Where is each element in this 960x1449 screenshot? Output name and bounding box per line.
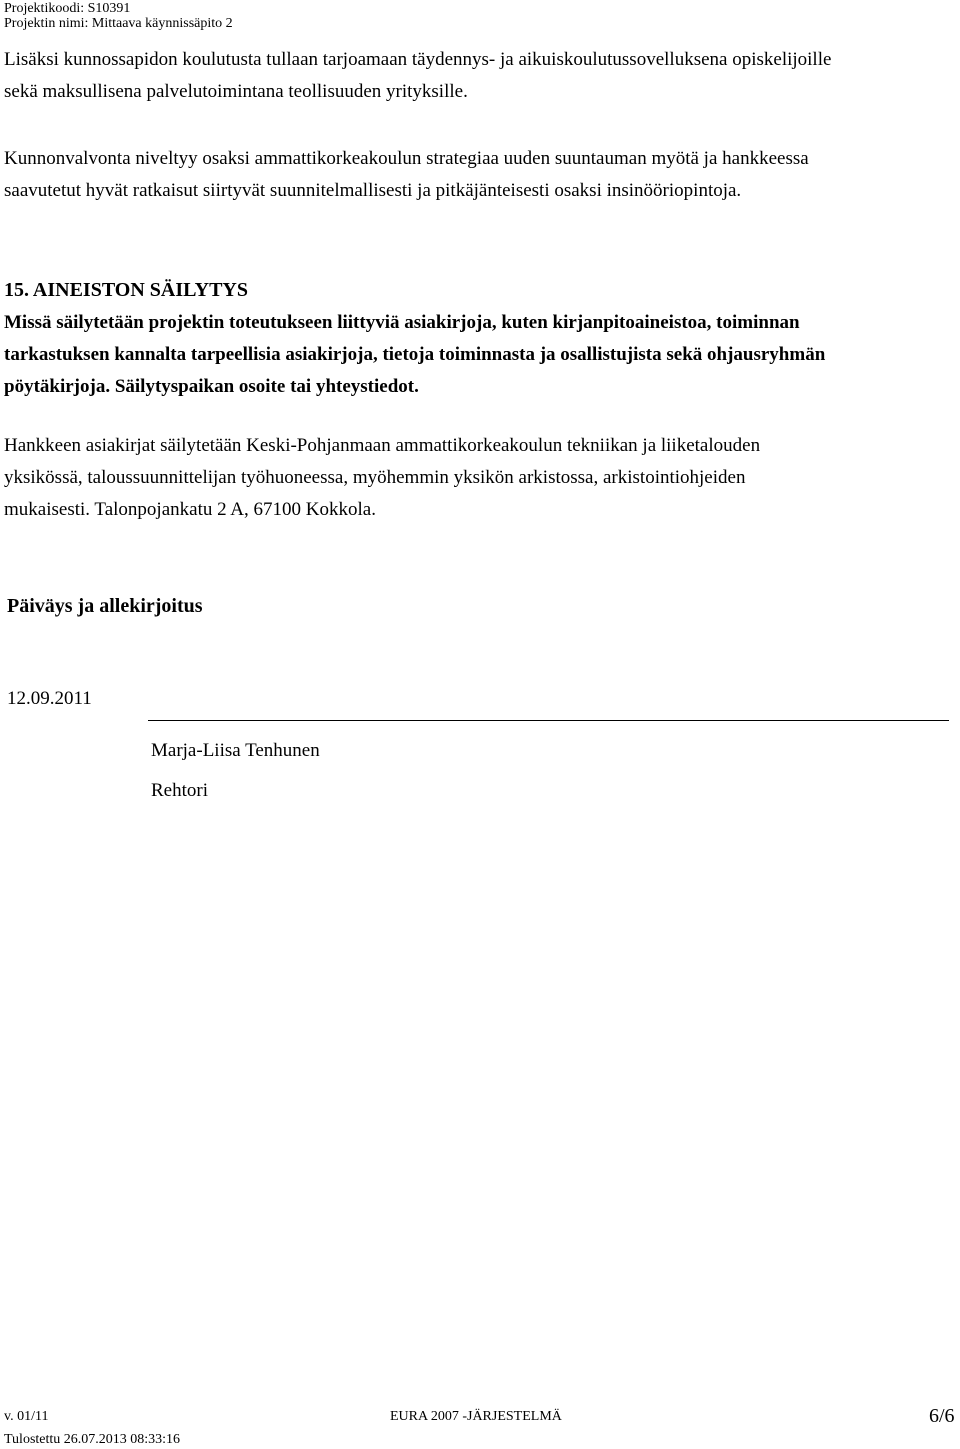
section-heading: 15. AINEISTON SÄILYTYS	[4, 279, 248, 301]
project-name: Projektin nimi: Mittaava käynnissäpito 2	[4, 16, 233, 31]
section-question	[4, 307, 956, 403]
answer-line: yksikössä, taloussuunnittelijan työhuoneessa, myöhemmin yksikön arkistossa, arkistointiohjeiden	[4, 467, 746, 488]
section-answer	[4, 430, 956, 526]
signature-line	[148, 720, 949, 721]
question-line: Missä säilytetään projektin toteutukseen liittyviä asiakirjoja, kuten kirjanpitoaineistoa, toiminnan	[4, 312, 800, 333]
footer-system: EURA 2007 -JÄRJESTELMÄ	[390, 1409, 562, 1424]
signer-title: Rehtori	[151, 780, 208, 801]
paragraph-line: sekä maksullisena palvelutoimintana teollisuuden yrityksille.	[4, 81, 468, 102]
footer-version: v. 01/11	[4, 1409, 49, 1424]
page-number: 6/6	[929, 1405, 955, 1427]
signature-date: 12.09.2011	[7, 688, 92, 709]
project-code: Projektikoodi: S10391	[4, 1, 131, 16]
paragraph-line: saavutetut hyvät ratkaisut siirtyvät suunnitelmallisesti ja pitkäjänteisesti osaksi insinööriopintoja.	[4, 180, 742, 201]
answer-line: Hankkeen asiakirjat säilytetään Keski-Pohjanmaan ammattikorkeakoulun tekniikan ja liiketalouden	[4, 435, 761, 456]
footer-printed: Tulostettu 26.07.2013 08:33:16	[4, 1432, 181, 1447]
paragraph-line: Lisäksi kunnossapidon koulutusta tullaan tarjoamaan täydennys- ja aikuiskoulutussovelluksena opiskelijoille	[4, 49, 832, 70]
signature-heading: Päiväys ja allekirjoitus	[7, 595, 203, 617]
question-line: pöytäkirjoja. Säilytyspaikan osoite tai yhteystiedot.	[4, 376, 419, 397]
answer-line: mukaisesti. Talonpojankatu 2 A, 67100 Kokkola.	[4, 499, 376, 520]
paragraph-training	[4, 44, 956, 108]
question-line: tarkastuksen kannalta tarpeellisia asiakirjoja, tietoja toiminnasta ja osallistujista sekä ohjausryhmän	[4, 344, 826, 365]
paragraph-condition-monitoring	[4, 143, 956, 207]
paragraph-line: Kunnonvalvonta niveltyy osaksi ammattikorkeakoulun strategiaa uuden suuntauman myötä ja hankkeessa	[4, 148, 809, 169]
signer-name: Marja-Liisa Tenhunen	[151, 740, 320, 761]
